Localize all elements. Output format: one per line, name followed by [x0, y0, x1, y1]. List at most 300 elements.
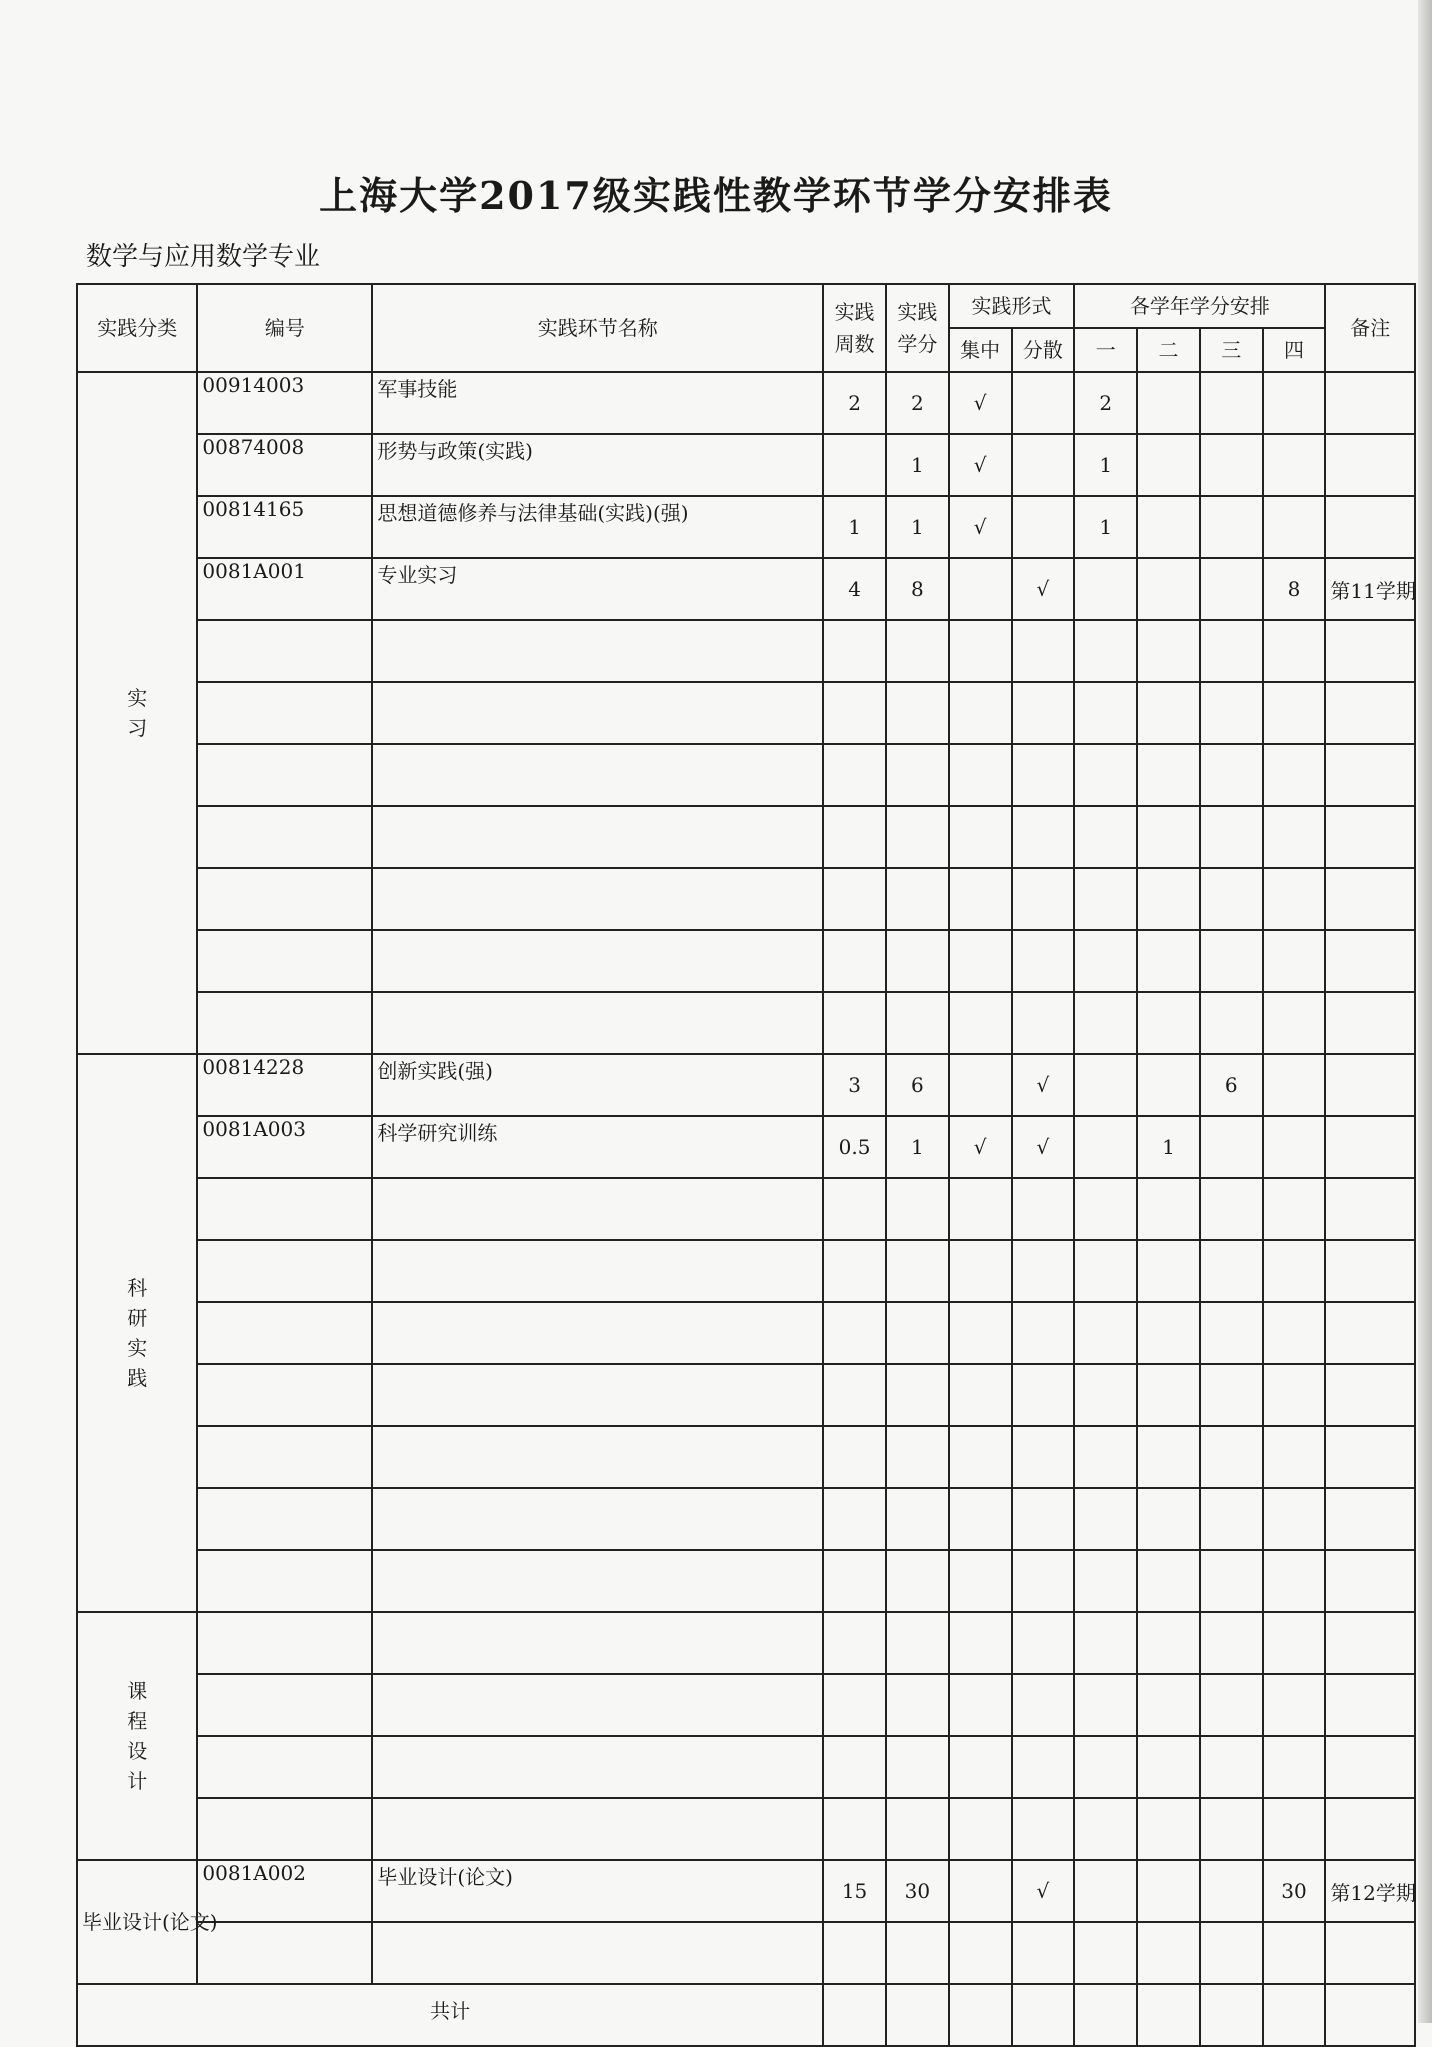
- row-year1: 2: [1074, 372, 1137, 434]
- row-credits: [886, 992, 949, 1054]
- row-year3: [1200, 1488, 1263, 1550]
- row-credits: [886, 1736, 949, 1798]
- row-year4: [1263, 372, 1326, 434]
- row-remark: [1325, 992, 1415, 1054]
- row-remark: [1325, 1426, 1415, 1488]
- row-name: [372, 992, 823, 1054]
- header-form: 实践形式: [949, 284, 1075, 328]
- row-weeks: [823, 1178, 886, 1240]
- total-cell: [1012, 1984, 1075, 2046]
- row-credits: [886, 1302, 949, 1364]
- row-year1: [1074, 1364, 1137, 1426]
- row-remark: [1325, 1178, 1415, 1240]
- row-weeks: 2: [823, 372, 886, 434]
- row-year3: [1200, 1426, 1263, 1488]
- table-row: [77, 1612, 1415, 1674]
- row-name: [372, 1178, 823, 1240]
- row-credits: [886, 868, 949, 930]
- row-year3: [1200, 1798, 1263, 1860]
- row-concentrated: [949, 744, 1012, 806]
- row-code: [197, 1550, 372, 1612]
- row-dispersed: [1012, 1674, 1075, 1736]
- row-name: [372, 1798, 823, 1860]
- row-dispersed: [1012, 1240, 1075, 1302]
- row-remark: 第12学期: [1325, 1860, 1415, 1922]
- row-remark: [1325, 1922, 1415, 1984]
- row-year3: [1200, 1860, 1263, 1922]
- row-year2: [1137, 930, 1200, 992]
- header-year2: 二: [1137, 328, 1200, 372]
- row-year3: [1200, 1922, 1263, 1984]
- row-concentrated: [949, 1550, 1012, 1612]
- row-code: [197, 806, 372, 868]
- row-code: [197, 1612, 372, 1674]
- major-label: 数学与应用数学专业: [86, 242, 321, 272]
- row-code: [197, 1178, 372, 1240]
- total-cell: [1263, 1984, 1326, 2046]
- row-name: [372, 620, 823, 682]
- row-name: 形势与政策(实践): [372, 434, 823, 496]
- table-row: [77, 1736, 1415, 1798]
- row-year2: [1137, 434, 1200, 496]
- table-row: [77, 496, 1415, 558]
- header-year1: 一: [1074, 328, 1137, 372]
- row-year1: [1074, 620, 1137, 682]
- row-concentrated: √: [949, 434, 1012, 496]
- row-name: [372, 744, 823, 806]
- row-year4: [1263, 1116, 1326, 1178]
- total-row: [77, 1984, 1415, 2046]
- row-dispersed: [1012, 744, 1075, 806]
- row-concentrated: [949, 1674, 1012, 1736]
- row-year3: [1200, 1116, 1263, 1178]
- row-year2: [1137, 1798, 1200, 1860]
- row-remark: [1325, 806, 1415, 868]
- category-label: 实习: [127, 686, 148, 740]
- row-year1: [1074, 1922, 1137, 1984]
- row-remark: [1325, 1364, 1415, 1426]
- row-remark: 第11学期: [1325, 558, 1415, 620]
- row-year1: [1074, 1860, 1137, 1922]
- row-remark: [1325, 1798, 1415, 1860]
- row-dispersed: [1012, 1550, 1075, 1612]
- row-dispersed: [1012, 1178, 1075, 1240]
- row-weeks: [823, 1240, 886, 1302]
- row-dispersed: [1012, 496, 1075, 558]
- row-name: [372, 1736, 823, 1798]
- row-weeks: [823, 1488, 886, 1550]
- total-cell: [1200, 1984, 1263, 2046]
- row-code: [197, 1922, 372, 1984]
- row-year1: [1074, 744, 1137, 806]
- row-year3: [1200, 806, 1263, 868]
- row-dispersed: [1012, 1798, 1075, 1860]
- row-remark: [1325, 930, 1415, 992]
- row-year1: [1074, 806, 1137, 868]
- row-weeks: [823, 1674, 886, 1736]
- row-weeks: 15: [823, 1860, 886, 1922]
- header-remark: 备注: [1325, 284, 1415, 372]
- row-year2: [1137, 1178, 1200, 1240]
- row-year3: [1200, 1612, 1263, 1674]
- row-year3: [1200, 930, 1263, 992]
- total-cell: [1074, 1984, 1137, 2046]
- row-weeks: [823, 930, 886, 992]
- row-year4: [1263, 992, 1326, 1054]
- row-year4: [1263, 1736, 1326, 1798]
- table-row: [77, 744, 1415, 806]
- row-year4: [1263, 1674, 1326, 1736]
- table-row: [77, 1798, 1415, 1860]
- table-row: [77, 558, 1415, 620]
- row-year1: [1074, 992, 1137, 1054]
- row-remark: [1325, 372, 1415, 434]
- row-year3: [1200, 992, 1263, 1054]
- row-dispersed: √: [1012, 1116, 1075, 1178]
- row-concentrated: [949, 682, 1012, 744]
- row-credits: [886, 1674, 949, 1736]
- row-year4: [1263, 806, 1326, 868]
- row-dispersed: √: [1012, 558, 1075, 620]
- row-year3: [1200, 434, 1263, 496]
- row-concentrated: [949, 620, 1012, 682]
- row-code: 0081A002: [197, 1860, 372, 1922]
- row-year1: [1074, 1116, 1137, 1178]
- row-year4: [1263, 1054, 1326, 1116]
- row-code: [197, 1364, 372, 1426]
- row-dispersed: [1012, 620, 1075, 682]
- row-year2: [1137, 1922, 1200, 1984]
- table-row: [77, 682, 1415, 744]
- row-year2: [1137, 1240, 1200, 1302]
- row-dispersed: [1012, 372, 1075, 434]
- row-year2: [1137, 992, 1200, 1054]
- row-year2: [1137, 1302, 1200, 1364]
- row-code: [197, 930, 372, 992]
- row-weeks: 3: [823, 1054, 886, 1116]
- row-name: 思想道德修养与法律基础(实践)(强): [372, 496, 823, 558]
- row-year2: [1137, 372, 1200, 434]
- row-credits: 1: [886, 434, 949, 496]
- table-row: [77, 1550, 1415, 1612]
- row-concentrated: [949, 1488, 1012, 1550]
- row-credits: [886, 1240, 949, 1302]
- row-remark: [1325, 1054, 1415, 1116]
- row-remark: [1325, 1674, 1415, 1736]
- row-year1: [1074, 1736, 1137, 1798]
- row-concentrated: [949, 1364, 1012, 1426]
- table-row: [77, 930, 1415, 992]
- table-row: [77, 1178, 1415, 1240]
- table-row: [77, 1674, 1415, 1736]
- row-year3: 6: [1200, 1054, 1263, 1116]
- row-year1: 1: [1074, 434, 1137, 496]
- row-name: [372, 1364, 823, 1426]
- row-year4: 30: [1263, 1860, 1326, 1922]
- header-name: 实践环节名称: [372, 284, 823, 372]
- row-remark: [1325, 682, 1415, 744]
- header-form-concentrated: 集中: [949, 328, 1012, 372]
- row-name: [372, 806, 823, 868]
- row-code: 0081A003: [197, 1116, 372, 1178]
- header-credits: 实践学分: [886, 284, 949, 372]
- row-year3: [1200, 1240, 1263, 1302]
- row-credits: [886, 682, 949, 744]
- row-name: [372, 1426, 823, 1488]
- table-row: [77, 1302, 1415, 1364]
- row-dispersed: [1012, 1612, 1075, 1674]
- row-year4: [1263, 1426, 1326, 1488]
- header-year4: 四: [1263, 328, 1326, 372]
- row-weeks: [823, 1612, 886, 1674]
- row-weeks: [823, 868, 886, 930]
- table-row: [77, 1922, 1415, 1984]
- row-credits: 1: [886, 496, 949, 558]
- credit-schedule-table: [76, 283, 1416, 2047]
- row-weeks: [823, 1550, 886, 1612]
- row-year3: [1200, 1178, 1263, 1240]
- row-year2: [1137, 1054, 1200, 1116]
- row-code: [197, 1240, 372, 1302]
- row-credits: 1: [886, 1116, 949, 1178]
- row-concentrated: √: [949, 372, 1012, 434]
- category-label: 课程设计: [127, 1679, 148, 1793]
- row-dispersed: [1012, 1488, 1075, 1550]
- row-credits: [886, 1488, 949, 1550]
- row-dispersed: [1012, 1364, 1075, 1426]
- row-concentrated: [949, 1798, 1012, 1860]
- row-year4: [1263, 1922, 1326, 1984]
- row-credits: 2: [886, 372, 949, 434]
- row-concentrated: [949, 868, 1012, 930]
- row-weeks: 0.5: [823, 1116, 886, 1178]
- row-year4: [1263, 930, 1326, 992]
- row-dispersed: [1012, 682, 1075, 744]
- row-code: [197, 1798, 372, 1860]
- row-concentrated: √: [949, 496, 1012, 558]
- row-name: [372, 1488, 823, 1550]
- row-name: [372, 682, 823, 744]
- row-year2: [1137, 1736, 1200, 1798]
- row-credits: [886, 806, 949, 868]
- row-dispersed: [1012, 1302, 1075, 1364]
- row-year1: [1074, 1302, 1137, 1364]
- row-year3: [1200, 1364, 1263, 1426]
- row-year3: [1200, 558, 1263, 620]
- row-remark: [1325, 1550, 1415, 1612]
- row-year2: [1137, 1426, 1200, 1488]
- row-credits: [886, 620, 949, 682]
- row-concentrated: [949, 992, 1012, 1054]
- row-credits: [886, 1426, 949, 1488]
- row-code: [197, 682, 372, 744]
- row-code: [197, 1426, 372, 1488]
- table-row: [77, 1054, 1415, 1116]
- row-year2: [1137, 806, 1200, 868]
- row-dispersed: [1012, 1922, 1075, 1984]
- row-name: [372, 1674, 823, 1736]
- header-weeks: 实践周数: [823, 284, 886, 372]
- row-dispersed: [1012, 992, 1075, 1054]
- row-code: 0081A001: [197, 558, 372, 620]
- row-name: [372, 1612, 823, 1674]
- row-year4: [1263, 1612, 1326, 1674]
- row-name: 科学研究训练: [372, 1116, 823, 1178]
- table-row: [77, 1426, 1415, 1488]
- row-code: [197, 1674, 372, 1736]
- row-dispersed: [1012, 806, 1075, 868]
- table-row: [77, 806, 1415, 868]
- row-concentrated: [949, 1736, 1012, 1798]
- row-remark: [1325, 1116, 1415, 1178]
- category-cell: [77, 372, 197, 1054]
- row-credits: [886, 1550, 949, 1612]
- row-weeks: [823, 1364, 886, 1426]
- row-code: [197, 992, 372, 1054]
- row-year2: [1137, 1488, 1200, 1550]
- row-weeks: [823, 620, 886, 682]
- row-year1: [1074, 1798, 1137, 1860]
- row-year3: [1200, 1550, 1263, 1612]
- row-year1: [1074, 1488, 1137, 1550]
- row-concentrated: [949, 1612, 1012, 1674]
- row-year1: [1074, 1426, 1137, 1488]
- row-name: 专业实习: [372, 558, 823, 620]
- row-year2: [1137, 868, 1200, 930]
- row-year1: 1: [1074, 496, 1137, 558]
- row-year2: [1137, 1674, 1200, 1736]
- row-dispersed: √: [1012, 1054, 1075, 1116]
- row-credits: [886, 744, 949, 806]
- row-remark: [1325, 1612, 1415, 1674]
- row-name: [372, 1240, 823, 1302]
- total-cell: [886, 1984, 949, 2046]
- row-year1: [1074, 1054, 1137, 1116]
- total-label: 共计: [77, 1984, 823, 2046]
- row-year3: [1200, 868, 1263, 930]
- row-name: [372, 1922, 823, 1984]
- row-code: [197, 1736, 372, 1798]
- row-year2: [1137, 1860, 1200, 1922]
- row-year3: [1200, 620, 1263, 682]
- row-remark: [1325, 434, 1415, 496]
- row-remark: [1325, 1736, 1415, 1798]
- row-code: [197, 868, 372, 930]
- category-label: 毕业设计(论文): [82, 1910, 218, 1934]
- row-year4: [1263, 682, 1326, 744]
- row-year4: [1263, 744, 1326, 806]
- row-weeks: [823, 1736, 886, 1798]
- header-category: 实践分类: [77, 284, 197, 372]
- row-year1: [1074, 558, 1137, 620]
- row-weeks: [823, 992, 886, 1054]
- row-code: [197, 1488, 372, 1550]
- row-year4: [1263, 1364, 1326, 1426]
- row-year4: [1263, 1488, 1326, 1550]
- table-body: [77, 372, 1415, 2046]
- row-weeks: 1: [823, 496, 886, 558]
- row-year4: [1263, 868, 1326, 930]
- row-year4: [1263, 1550, 1326, 1612]
- row-year1: [1074, 1612, 1137, 1674]
- row-year3: [1200, 744, 1263, 806]
- row-year4: [1263, 1302, 1326, 1364]
- row-year3: [1200, 682, 1263, 744]
- row-concentrated: [949, 930, 1012, 992]
- row-dispersed: [1012, 1736, 1075, 1798]
- row-weeks: [823, 682, 886, 744]
- row-credits: [886, 1922, 949, 1984]
- row-year1: [1074, 1550, 1137, 1612]
- row-code: 00914003: [197, 372, 372, 434]
- row-code: 00814165: [197, 496, 372, 558]
- row-code: [197, 744, 372, 806]
- row-remark: [1325, 744, 1415, 806]
- header-year-plan: 各学年学分安排: [1074, 284, 1325, 328]
- row-concentrated: [949, 1302, 1012, 1364]
- table-row: [77, 372, 1415, 434]
- row-remark: [1325, 496, 1415, 558]
- row-year4: [1263, 620, 1326, 682]
- row-concentrated: [949, 1240, 1012, 1302]
- row-dispersed: [1012, 434, 1075, 496]
- row-year2: [1137, 744, 1200, 806]
- table-row: [77, 1116, 1415, 1178]
- row-credits: 6: [886, 1054, 949, 1116]
- row-name: [372, 1550, 823, 1612]
- row-year1: [1074, 1240, 1137, 1302]
- total-cell: [1137, 1984, 1200, 2046]
- row-year3: [1200, 1736, 1263, 1798]
- row-concentrated: [949, 1860, 1012, 1922]
- row-dispersed: [1012, 1426, 1075, 1488]
- row-name: 创新实践(强): [372, 1054, 823, 1116]
- row-year2: [1137, 496, 1200, 558]
- row-concentrated: [949, 1054, 1012, 1116]
- page-edge: [1418, 0, 1432, 2023]
- row-concentrated: [949, 558, 1012, 620]
- row-year1: [1074, 930, 1137, 992]
- row-weeks: [823, 744, 886, 806]
- row-remark: [1325, 1302, 1415, 1364]
- table-row: [77, 1364, 1415, 1426]
- header-year3: 三: [1200, 328, 1263, 372]
- row-year4: [1263, 1178, 1326, 1240]
- table-row: [77, 1240, 1415, 1302]
- category-cell: [77, 1612, 197, 1860]
- row-credits: 8: [886, 558, 949, 620]
- row-year4: 8: [1263, 558, 1326, 620]
- row-weeks: [823, 1798, 886, 1860]
- page-title: 上海大学2017级实践性教学环节学分安排表: [319, 173, 1113, 218]
- row-credits: [886, 1178, 949, 1240]
- row-year3: [1200, 1302, 1263, 1364]
- row-year4: [1263, 496, 1326, 558]
- row-year4: [1263, 1240, 1326, 1302]
- row-year2: [1137, 1364, 1200, 1426]
- row-year3: [1200, 372, 1263, 434]
- row-year1: [1074, 868, 1137, 930]
- row-dispersed: [1012, 868, 1075, 930]
- row-name: [372, 868, 823, 930]
- row-credits: [886, 1612, 949, 1674]
- row-concentrated: √: [949, 1116, 1012, 1178]
- row-year3: [1200, 1674, 1263, 1736]
- row-weeks: [823, 806, 886, 868]
- row-name: [372, 1302, 823, 1364]
- row-year4: [1263, 1798, 1326, 1860]
- row-year2: [1137, 558, 1200, 620]
